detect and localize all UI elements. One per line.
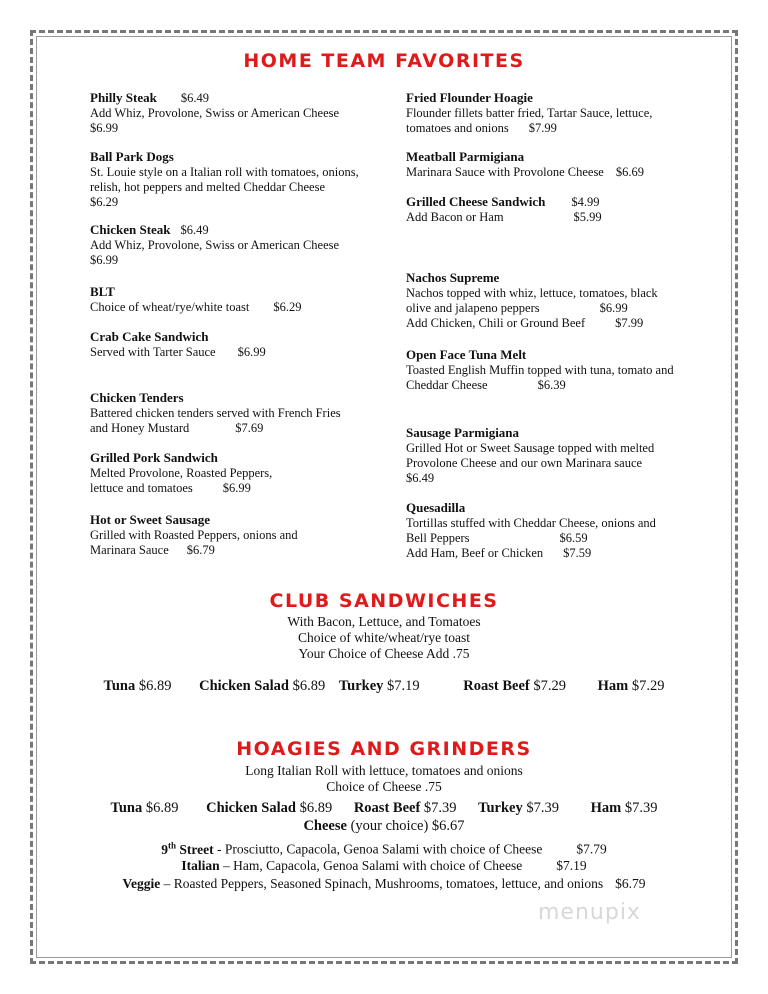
- item-price: $7.99: [528, 121, 557, 135]
- item-price: $6.99: [237, 345, 266, 359]
- section-title-club-sandwiches: CLUB SANDWICHES: [269, 590, 499, 612]
- item-price: $6.89: [292, 678, 326, 694]
- menu-item: [90, 149, 365, 210]
- hoagies-cheese: [0, 818, 768, 835]
- item-price: $7.69: [235, 421, 264, 435]
- item-name: Tuna: [110, 800, 143, 816]
- special-item: [0, 876, 768, 892]
- menu-item: [406, 347, 686, 393]
- menu-item: [406, 270, 666, 331]
- item-price: $6.29: [273, 300, 302, 314]
- club-note: Choice of white/wheat/rye toast: [297, 630, 471, 645]
- item-desc: Add Whiz, Provolone, Swiss or American Cheese: [90, 106, 340, 120]
- item-name: Roast Beef: [463, 678, 530, 694]
- item-name: Chicken Salad: [199, 678, 289, 694]
- item-desc: Tortillas stuffed with Cheddar Cheese, onions and Bell Peppers: [406, 516, 656, 545]
- item-name: Grilled Cheese Sandwich: [406, 194, 546, 209]
- item-name: Grilled Pork Sandwich: [90, 450, 218, 465]
- item-name: Sausage Parmigiana: [406, 425, 520, 440]
- item-price: $6.59: [559, 531, 588, 545]
- item-desc: - Prosciutto, Capacola, Genoa Salami with choice of Cheese: [213, 841, 543, 857]
- menu-item: [90, 222, 380, 268]
- menu-item: [90, 390, 355, 436]
- item-name: Cheese: [303, 818, 347, 834]
- item-name: 9th Street: [161, 840, 214, 857]
- menu-item: [90, 284, 380, 315]
- item-price: $6.79: [615, 876, 646, 891]
- item-price: $6.39: [537, 378, 566, 392]
- item-desc: Add Bacon or Ham: [406, 210, 504, 224]
- item-price: $6.99: [222, 481, 251, 495]
- item-desc: Add Ham, Beef or Chicken: [406, 546, 544, 560]
- item-price: $7.19: [387, 678, 420, 694]
- item-name: Ham: [590, 800, 622, 816]
- club-note: With Bacon, Lettuce, and Tomatoes: [287, 614, 481, 629]
- item-price: $7.39: [526, 800, 559, 816]
- watermark-logo: menupix: [538, 900, 641, 925]
- club-items: [0, 678, 768, 695]
- item-price: $6.99: [90, 253, 119, 267]
- item-name: Roast Beef: [353, 800, 421, 816]
- item-name: Quesadilla: [406, 500, 466, 515]
- menu-item: [90, 450, 290, 496]
- menu-item: [406, 194, 696, 225]
- item-price: $7.59: [563, 546, 592, 560]
- item-price: $6.49: [180, 223, 209, 237]
- hoagies-note: Choice of Cheese .75: [326, 779, 442, 794]
- item-name: Fried Flounder Hoagie: [406, 90, 533, 105]
- item-price: $6.99: [90, 121, 119, 135]
- item-desc: Flounder fillets batter fried, Tartar Sauce, lettuce, tomatoes and onions: [406, 106, 653, 135]
- item-name: Chicken Tenders: [90, 390, 184, 405]
- menu-item: [90, 512, 315, 558]
- item-name: BLT: [90, 284, 115, 299]
- menu-item: [406, 149, 696, 180]
- item-name: Tuna: [103, 678, 136, 694]
- item-name: Veggie: [122, 876, 161, 891]
- item-name: Philly Steak: [90, 90, 157, 105]
- item-name: Meatball Parmigiana: [406, 149, 525, 164]
- item-desc: Served with Tarter Sauce: [90, 345, 216, 359]
- item-name: Turkey: [478, 800, 523, 816]
- club-note: Your Choice of Cheese Add .75: [298, 646, 470, 661]
- item-price: $7.19: [556, 858, 587, 873]
- item-price: $7.29: [533, 678, 566, 694]
- item-desc: Add Whiz, Provolone, Swiss or American Cheese: [90, 238, 340, 252]
- item-desc: – Ham, Capacola, Genoa Salami with choice of Cheese: [219, 858, 523, 873]
- hoagies-items: [0, 800, 768, 817]
- item-price: $6.89: [145, 800, 179, 816]
- item-name: Ham: [597, 678, 629, 694]
- item-name: Hot or Sweet Sausage: [90, 512, 211, 527]
- item-name: Italian: [181, 858, 220, 873]
- item-desc: Toasted English Muffin topped with tuna, tomato and Cheddar Cheese: [406, 363, 674, 392]
- item-price: $7.79: [576, 841, 607, 857]
- menu-item: [90, 329, 380, 360]
- item-desc: St. Louie style on a Italian roll with tomatoes, onions, relish, hot peppers and melted Cheddar Cheese: [90, 165, 359, 194]
- item-desc: – Roasted Peppers, Seasoned Spinach, Mushrooms, tomatoes, lettuce, and onions: [160, 876, 604, 891]
- item-price: $6.99: [599, 301, 628, 315]
- item-price: $7.29: [631, 678, 665, 694]
- item-note: (your choice): [350, 818, 429, 834]
- item-desc: Marinara Sauce with Provolone Cheese: [406, 165, 604, 179]
- item-price: $6.89: [299, 800, 333, 816]
- item-price: $6.29: [90, 195, 119, 209]
- item-price: $4.99: [571, 195, 600, 209]
- item-price: $7.39: [423, 800, 457, 816]
- item-desc: Grilled Hot or Sweet Sausage topped with melted Provolone Cheese and our own Marinara sauce: [406, 441, 655, 470]
- item-price: $7.99: [615, 316, 644, 330]
- item-name: Chicken Salad: [206, 800, 296, 816]
- item-desc: Grilled with Roasted Peppers, onions and Marinara Sauce: [90, 528, 298, 557]
- section-title-hoagies-and-grinders: HOAGIES AND GRINDERS: [236, 738, 532, 760]
- item-name: Ball Park Dogs: [90, 149, 174, 164]
- item-price: $6.79: [186, 543, 215, 557]
- item-name: Open Face Tuna Melt: [406, 347, 527, 362]
- item-desc: Nachos topped with whiz, lettuce, tomatoes, black olive and jalapeno peppers: [406, 286, 658, 315]
- item-price: $6.49: [406, 471, 435, 485]
- menu-item: [406, 500, 671, 561]
- item-name: Chicken Steak: [90, 222, 171, 237]
- item-price: $5.99: [573, 210, 602, 224]
- special-item: [0, 858, 768, 874]
- item-price: $6.89: [138, 678, 172, 694]
- item-desc: Choice of wheat/rye/white toast: [90, 300, 250, 314]
- item-desc: Add Chicken, Chili or Ground Beef: [406, 316, 586, 330]
- item-price: $7.39: [624, 800, 658, 816]
- menu-item: [406, 425, 671, 486]
- section-title-home-team-favorites: HOME TEAM FAVORITES: [243, 50, 525, 72]
- item-name: Crab Cake Sandwich: [90, 329, 209, 344]
- menu-item: [406, 90, 676, 136]
- item-name: Turkey: [338, 678, 384, 694]
- item-price: $6.49: [180, 91, 209, 105]
- item-price: $6.69: [615, 165, 644, 179]
- special-item: [0, 840, 768, 858]
- item-name: Nachos Supreme: [406, 270, 500, 285]
- hoagies-note: Long Italian Roll with lettuce, tomatoes and onions: [245, 763, 523, 778]
- item-desc: Battered chicken tenders served with French Fries and Honey Mustard: [90, 406, 341, 435]
- menu-item: [90, 90, 380, 136]
- item-desc: Melted Provolone, Roasted Peppers, lettuce and tomatoes: [90, 466, 273, 495]
- item-price: $6.67: [431, 818, 465, 834]
